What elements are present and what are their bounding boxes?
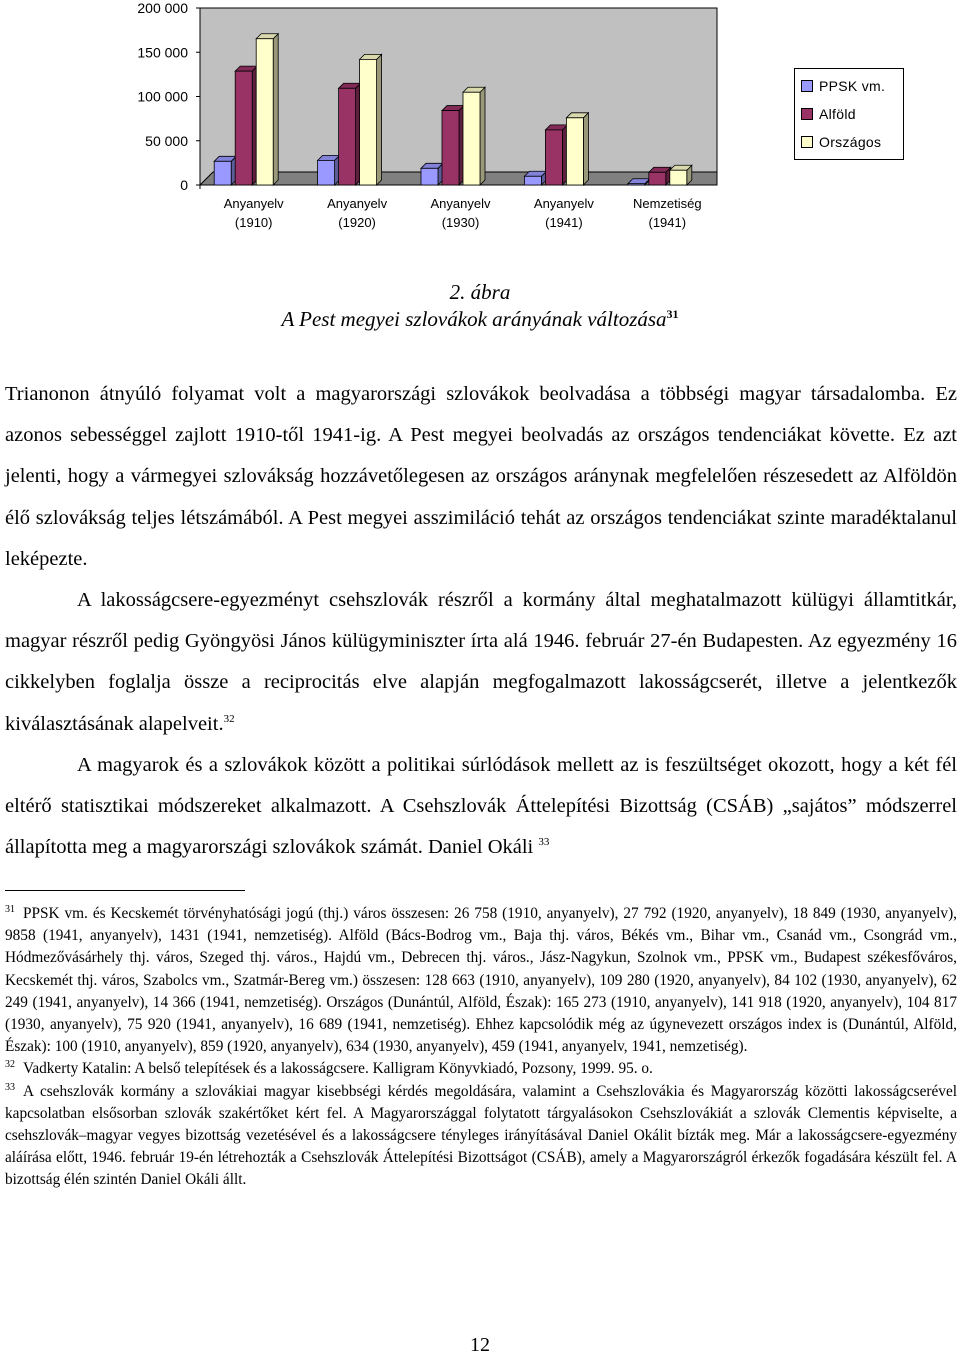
x-tick-label: Anyanyelv [223, 196, 284, 211]
legend-item-orszagos [801, 133, 881, 151]
footnote-number: 32 [5, 1059, 15, 1071]
footnote-text: A csehszlovák kormány a szlovákiai magyar kisebbségi kérdés megoldására, valamint a Csehszlovákia és Magyarország közötti lakosságcserével kapcsolatban elsősorban szlovák szakértőket kért fel. A Magyarországgal folytatott tárgyalásokon Csehszlovákiát a szlovák Clementis képviselte, a csehszlovák–magyar vegyes bizottság vezetésével és a lakosságcsere tényleges irányításával Daniel Okálit bízták meg. Már a lakosságcsere-egyezmény aláírása előtt, 1946. február 19-én létrehozták a Csehszlovák Áttelepítési Bizottságot (CSÁB), amely a Magyarországról érkezők fogadására készült fel. A bizottság élén szintén Daniel Okáli állt. [5, 1082, 957, 1189]
legend-item-ppsk [801, 77, 885, 95]
footnotes [5, 903, 957, 1192]
y-tick-label: 50 000 [145, 132, 188, 149]
footnote-ref-32: 32 [223, 712, 235, 725]
footnote-number: 31 [5, 903, 15, 915]
bar [235, 71, 252, 185]
bar-side [480, 87, 485, 185]
bar-chart [0, 0, 960, 240]
x-tick-label: Anyanyelv [430, 196, 491, 211]
bar [566, 118, 583, 185]
bar-side [583, 113, 588, 185]
x-tick-label: Nemzetiség [632, 196, 702, 211]
footnote-text: PPSK vm. és Kecskemét törvényhatósági jogú (thj.) város összesen: 26 758 (1910, anyanyelv), 27 792 (1920, anyanyelv), 18 849 (1930, anyanyelv), 9858 (1941, anyanyelv), 1431 (1941, nemzetiség). Alföld (Bács-Bodrog vm., Baja thj. város, Békés vm., Bihar vm., Csanád vm., Csongrád vm., Hódmezővásárhely thj. város, Szeged thj. város., Hajdú vm., Debrecen thj. város., Jász-Nagykun, Szolnok vm., PPSK vm., Budapest székesfőváros, Kecskemét thj. város, Szabolcs vm., Szatmár-Bereg vm.) összesen: 128 663 (1910, anyanyelv), 109 280 (1920, anyanyelv), 84 102 (1930, anyanyelv), 62 249 (1941, anyanyelv), 14 366 (1941, nemzetiség). Országos (Dunántúl, Alföld, Észak): 165 273 (1910, anyanyelv), 141 918 (1920, anyanyelv), 104 817 (1930, anyanyelv), 75 920 (1941, anyanyelv), 16 689 (1941, nemzetiség). Ehhez kapcsolódik még az úgynevezett országos index is (Dunántúl, Alföld, Észak): 100 (1910, anyanyelv), 859 (1920, anyanyelv), 634 (1930, anyanyelv), 459 (1941, anyanyelv, 1941, nemzetiség). [5, 905, 957, 1056]
paragraph-1: Trianonon átnyúló folyamat volt a magyarországi szlovákok beolvadása a többségi magyar társadalomba. Ez azonos sebességgel zajlott 1910-től 1941-ig. A Pest megyei beolvadás az országos tendenciákat követte. Ez azt jelenti, hogy a vármegyei szlovákság hozzávetőlegesen az országos aránynak megfelelően részesedett az Alföldön élő szlovákság teljes létszámából. A Pest megyei asszimiláció tehát az országos tendenciákat szinte maradéktalanul leképezte. [5, 383, 957, 570]
legend-label-orszagos: Országos [819, 134, 882, 150]
bar [256, 39, 273, 185]
footnote-31 [5, 903, 957, 1058]
legend-label-ppsk: PPSK vm. [819, 78, 886, 94]
bar [214, 161, 231, 185]
paragraph-2 [5, 580, 957, 745]
page-number: 12 [470, 1334, 490, 1356]
footnote-ref-31: 31 [666, 307, 679, 321]
y-tick-label: 200 000 [137, 0, 188, 16]
bar [649, 172, 666, 185]
legend-swatch-alfold [801, 108, 813, 120]
legend-swatch-orszagos [801, 136, 813, 148]
footnote-33 [5, 1081, 957, 1192]
chart-legend [794, 68, 904, 160]
legend-item-alfold [801, 105, 856, 123]
x-tick-label-year: (1941) [648, 215, 687, 230]
bar [463, 92, 480, 185]
legend-swatch-ppsk [801, 80, 813, 92]
bar [442, 111, 459, 185]
paragraph-3-text: A magyarok és a szlovákok között a politikai súrlódások mellett az is feszültséget okozott, hogy a két fél eltérő statisztikai módszereket alkalmazott. A Csehszlovák Áttelepítési Bizottság (CSÁB) „sajátos” módszerrel állapította meg a magyarországi szlovákok számát. Daniel Okáli [5, 753, 957, 859]
bar-side [273, 34, 278, 185]
paragraph-2-text: A lakosságcsere-egyezményt csehszlovák részről a kormány által meghatalmazott külügyi államtitkár, magyar részről pedig Gyöngyösi János külügyminiszter írta alá 1946. február 27-én Budapesten. Az egyezmény 16 cikkelyben foglalja össze a reciprocitás elve alapján megfogalmazott lakosságcserét, illetve a jelentkezők kiválasztásának alapelveit. [5, 589, 957, 735]
bar [339, 88, 356, 185]
x-tick-label-year: (1910) [234, 215, 273, 230]
x-tick-label-year: (1920) [338, 215, 376, 230]
paragraph-3 [5, 745, 957, 869]
y-tick-label: 100 000 [137, 88, 188, 105]
legend-label-alfold: Alföld [819, 106, 856, 122]
y-tick-label: 0 [180, 177, 188, 193]
x-tick-label-year: (1930) [441, 215, 480, 230]
bar [670, 170, 687, 185]
footnote-divider [5, 890, 245, 891]
body-text [5, 374, 957, 868]
bar [545, 130, 562, 185]
bar-side [377, 54, 382, 185]
bar [318, 160, 335, 185]
figure-caption-title-text: A Pest megyei szlovákok arányának változása [281, 307, 667, 331]
x-tick-label-year: (1941) [545, 215, 583, 230]
bar [421, 168, 438, 185]
figure-caption-number: 2. ábra [449, 280, 511, 304]
figure-caption-title [0, 307, 960, 332]
footnote-number: 33 [5, 1081, 15, 1093]
footnote-32 [5, 1058, 957, 1080]
bar [360, 59, 377, 185]
bar [628, 184, 645, 185]
footnote-ref-33: 33 [538, 836, 550, 849]
x-tick-label: Anyanyelv [533, 196, 594, 211]
bar [524, 176, 541, 185]
footnote-text: Vadkerty Katalin: A belső telepítések és a lakosságcsere. Kalligram Könyvkiadó, Pozsony, 1999. 95. o. [23, 1060, 653, 1078]
y-tick-label: 150 000 [137, 44, 188, 61]
x-tick-label: Anyanyelv [327, 196, 388, 211]
